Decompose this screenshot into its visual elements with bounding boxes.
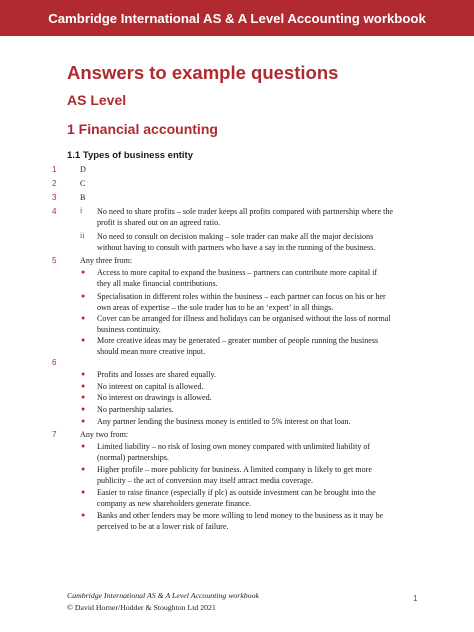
section-heading: 1 Financial accounting xyxy=(67,121,218,137)
bullet-line: should mean more creative input. xyxy=(97,347,206,356)
answer-text: D xyxy=(80,165,86,174)
bullet-line: (normal) partnerships. xyxy=(97,453,169,462)
bullet-line: Any partner lending the business money is entitled to 5% interest on that loan. xyxy=(97,417,351,426)
header-bar xyxy=(0,0,474,36)
subsection-heading: 1.1 Types of business entity xyxy=(67,150,194,161)
question-number: 7 xyxy=(52,430,57,439)
bullet-line: No partnership salaries. xyxy=(97,405,174,414)
bullet-icon: ● xyxy=(81,382,86,390)
answer-line: No need to share profits – sole trader keeps all profits compared with partnership where the xyxy=(97,207,393,216)
page-number: 1 xyxy=(413,594,418,603)
bullet-icon: ● xyxy=(81,393,86,401)
bullet-icon: ● xyxy=(81,370,86,378)
question-number: 5 xyxy=(52,256,57,265)
bullet-line: Banks and other lenders may be more willing to lend money to the business as it may be xyxy=(97,511,384,520)
bullet-line: No interest on capital is allowed. xyxy=(97,382,204,391)
answer-text: C xyxy=(80,179,86,188)
bullet-line: Cover can be arranged for illness and holidays can be organised without the loss of normal xyxy=(97,314,391,323)
bullet-line: business continuity. xyxy=(97,325,161,334)
bullet-icon: ● xyxy=(81,511,86,519)
question-number: 1 xyxy=(52,165,57,174)
question-number: 2 xyxy=(52,179,57,188)
bullet-line: Profits and losses are shared equally. xyxy=(97,370,217,379)
bullet-line: Easier to raise finance (especially if plc) as outside investment can be brought into the xyxy=(97,488,376,497)
part-label: i xyxy=(80,206,83,215)
answer-line: No need to consult on decision making – sole trader can make all the major decisions xyxy=(97,232,374,241)
bullet-icon: ● xyxy=(81,417,86,425)
question-number: 3 xyxy=(52,193,57,202)
bullet-icon: ● xyxy=(81,314,86,322)
bullet-line: Access to more capital to expand the business – partners can contribute more capital if xyxy=(97,268,378,277)
bullet-line: they all make financial contributions. xyxy=(97,279,218,288)
bullet-line: No interest on drawings is allowed. xyxy=(97,393,212,402)
answer-intro: Any two from: xyxy=(80,430,129,439)
bullet-icon: ● xyxy=(81,268,86,276)
header-title: Cambridge International AS & A Level Accounting workbook xyxy=(48,10,426,26)
bullet-line: publicity – the act of conversion may itself attract media coverage. xyxy=(97,476,313,485)
bullet-line: Higher profile – more publicity for business. A limited company is likely to get more xyxy=(97,465,372,474)
bullet-line: own areas of expertise – the sole trader has to be an ‘expert’ in all things. xyxy=(97,303,334,312)
level-heading: AS Level xyxy=(67,92,127,108)
bullet-icon: ● xyxy=(81,465,86,473)
answer-intro: Any three from: xyxy=(80,256,133,265)
question-number: 4 xyxy=(52,207,57,216)
footer-book-title: Cambridge International AS & A Level Accounting workbook xyxy=(67,591,259,600)
answer-line: without having to consult with partners who have a say in the running of the business. xyxy=(97,243,376,252)
bullet-line: company as new shareholders generate finance. xyxy=(97,499,252,508)
bullet-line: More creative ideas may be generated – greater number of people running the business xyxy=(97,336,379,345)
footer-copyright: © David Horner/Hodder & Stoughton Ltd 2021 xyxy=(67,603,216,612)
answer-text: B xyxy=(80,193,86,202)
question-number: 6 xyxy=(52,358,57,367)
part-label: ii xyxy=(80,231,85,240)
bullet-line: Limited liability – no risk of losing own money compared with unlimited liability of xyxy=(97,442,371,451)
bullet-icon: ● xyxy=(81,292,86,300)
bullet-icon: ● xyxy=(81,488,86,496)
bullet-icon: ● xyxy=(81,405,86,413)
page-title: Answers to example questions xyxy=(67,62,339,83)
bullet-icon: ● xyxy=(81,336,86,344)
bullet-icon: ● xyxy=(81,442,86,450)
bullet-line: perceived to be at a lower risk of failure. xyxy=(97,522,229,531)
bullet-line: Specialisation in different roles within the business – each partner can focus on his or her xyxy=(97,292,386,301)
answer-line: profit is shared out on an agreed ratio. xyxy=(97,218,221,227)
